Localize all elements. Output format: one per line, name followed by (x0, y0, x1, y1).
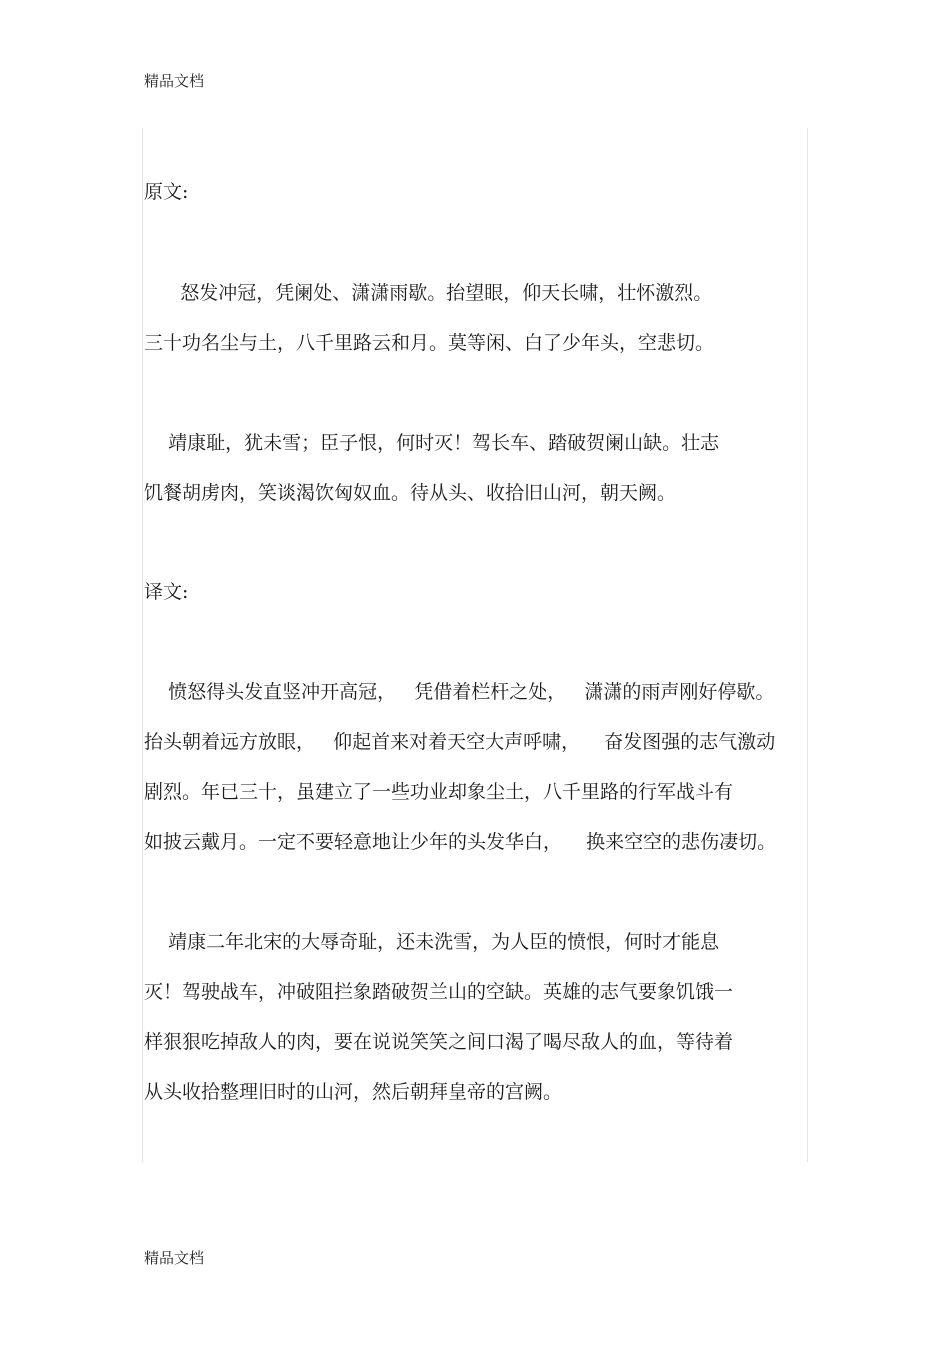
translation-line-6: 灭！驾驶战车，冲破阻拦象踏破贺兰山的空缺。英雄的志气要象饥饿一 (144, 981, 734, 1003)
original-line-3: 靖康耻，犹未雪；臣子恨，何时灭！驾长车、踏破贺阑山缺。壮志 (144, 432, 720, 454)
translation-line-5: 靖康二年北宋的大辱奇耻，还未洗雪，为人臣的愤恨，何时才能息 (144, 931, 720, 953)
translation-line-3: 剧烈。年已三十，虽建立了一些功业却象尘土，八千里路的行军战斗有 (144, 781, 734, 803)
translation-line-7: 样狠狠吃掉敌人的肉，要在说说笑笑之间口渴了喝尽敌人的血，等待着 (144, 1031, 734, 1053)
page-header: 精品文档 (144, 72, 205, 90)
page-footer: 精品文档 (144, 1249, 205, 1267)
original-line-4: 饥餐胡虏肉，笑谈渴饮匈奴血。待从头、收拾旧山河，朝天阙。 (144, 482, 677, 504)
original-heading: 原文: (144, 181, 189, 203)
translation-heading: 译文: (144, 581, 189, 603)
translation-line-8: 从头收拾整理旧时的山河，然后朝拜皇帝的宫阙。 (144, 1081, 563, 1103)
translation-line-2: 抬头朝着远方放眼， 仰起首来对着天空大声呼啸， 奋发图强的志气激动 (144, 731, 776, 753)
original-line-1: 怒发冲冠，凭阑处、潇潇雨歇。抬望眼，仰天长啸，壮怀激烈。 (144, 282, 713, 304)
translation-line-1: 愤怒得头发直竖冲开高冠， 凭借着栏杆之处， 潇潇的雨声刚好停歇。 (144, 681, 775, 703)
original-line-2: 三十功名尘与土，八千里路云和月。莫等闲、白了少年头，空悲切。 (144, 332, 715, 354)
translation-line-4: 如披云戴月。一定不要轻意地让少年的头发华白， 换来空空的悲伤凄切。 (144, 831, 777, 853)
